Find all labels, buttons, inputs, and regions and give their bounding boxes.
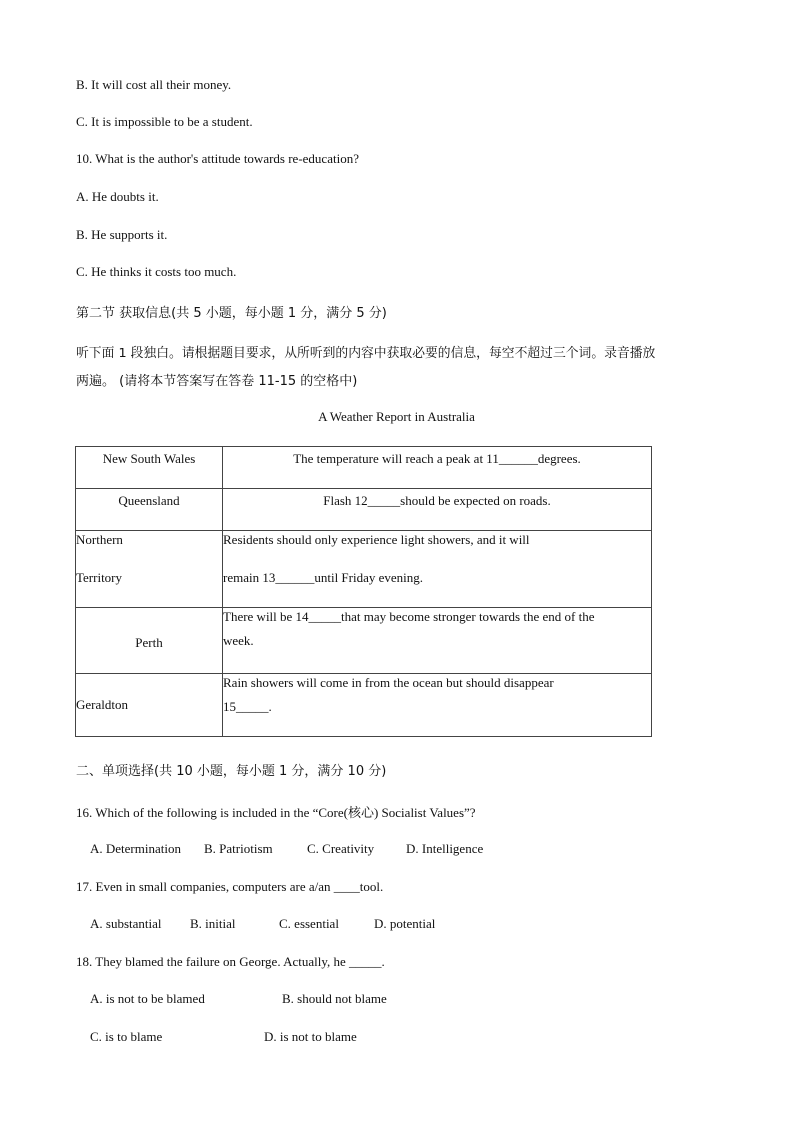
q16-question: 16. Which of the following is included in the “Core(核心) Socialist Values”?	[76, 805, 476, 820]
q18-question: 18. They blamed the failure on George. Actually, he _____.	[76, 954, 385, 969]
section2-heading: 第二节 获取信息(共 5 小题，每小题 1 分，满分 5 分)	[76, 306, 387, 321]
info-line1: Rain showers will come in from the ocean but should disappear	[223, 675, 554, 690]
q16-option-a: A. Determination	[90, 841, 181, 856]
table-row	[76, 531, 652, 608]
q17-option-b: B. initial	[190, 916, 236, 931]
info-line1: Residents should only experience light showers, and it will	[223, 532, 530, 547]
table-row	[76, 447, 652, 489]
q17-option-a: A. substantial	[90, 916, 162, 931]
region-cell: New South Wales	[76, 447, 223, 489]
q16-option-d: D. Intelligence	[406, 841, 484, 856]
region-cell: Perth	[76, 608, 223, 674]
table-row	[76, 674, 652, 737]
info-line2: remain 13______until Friday evening.	[223, 570, 424, 585]
q10-question: 10. What is the author's attitude towards re-education?	[76, 151, 359, 166]
region-cell	[76, 531, 223, 608]
info-cell	[223, 608, 652, 674]
q9-option-b: B. It will cost all their money.	[76, 77, 232, 92]
info-cell: The temperature will reach a peak at 11______degrees.	[223, 447, 652, 489]
info-cell	[223, 531, 652, 608]
q18-option-d: D. is not to blame	[264, 1029, 357, 1044]
region-line1: Northern	[76, 532, 123, 547]
q17-option-c: C. essential	[279, 916, 339, 931]
region-cell: Queensland	[76, 489, 223, 531]
q9-option-c: C. It is impossible to be a student.	[76, 114, 253, 129]
section2-instruction-line2: 两遍。 (请将本节答案写在答卷 11-15 的空格中)	[76, 374, 358, 389]
info-line1: There will be 14_____that may become stronger towards the end of the	[223, 609, 595, 624]
q16-option-b: B. Patriotism	[204, 841, 273, 856]
region-line2: Territory	[76, 570, 123, 585]
table-title: A Weather Report in Australia	[318, 409, 475, 424]
q17-question: 17. Even in small companies, computers are a/an ____tool.	[76, 879, 384, 894]
region-cell: Geraldton	[76, 674, 223, 737]
info-line2: 15_____.	[223, 699, 272, 714]
q10-option-c: C. He thinks it costs too much.	[76, 264, 237, 279]
q18-option-b: B. should not blame	[282, 991, 387, 1006]
info-line2: week.	[223, 633, 254, 648]
q10-option-b: B. He supports it.	[76, 227, 168, 242]
q18-option-a: A. is not to be blamed	[90, 991, 205, 1006]
q18-option-c: C. is to blame	[90, 1029, 163, 1044]
part2-heading: 二、单项选择(共 10 小题，每小题 1 分，满分 10 分)	[76, 764, 387, 779]
weather-report-table	[75, 446, 652, 737]
q10-option-a: A. He doubts it.	[76, 189, 159, 204]
table-row	[76, 608, 652, 674]
info-cell	[223, 674, 652, 737]
section2-instruction-line1: 听下面 1 段独白。请根据题目要求，从所听到的内容中获取必要的信息，每空不超过三个词。录音播放	[76, 346, 656, 361]
table-row	[76, 489, 652, 531]
q16-option-c: C. Creativity	[307, 841, 375, 856]
info-cell: Flash 12_____should be expected on roads.	[223, 489, 652, 531]
q17-option-d: D. potential	[374, 916, 436, 931]
